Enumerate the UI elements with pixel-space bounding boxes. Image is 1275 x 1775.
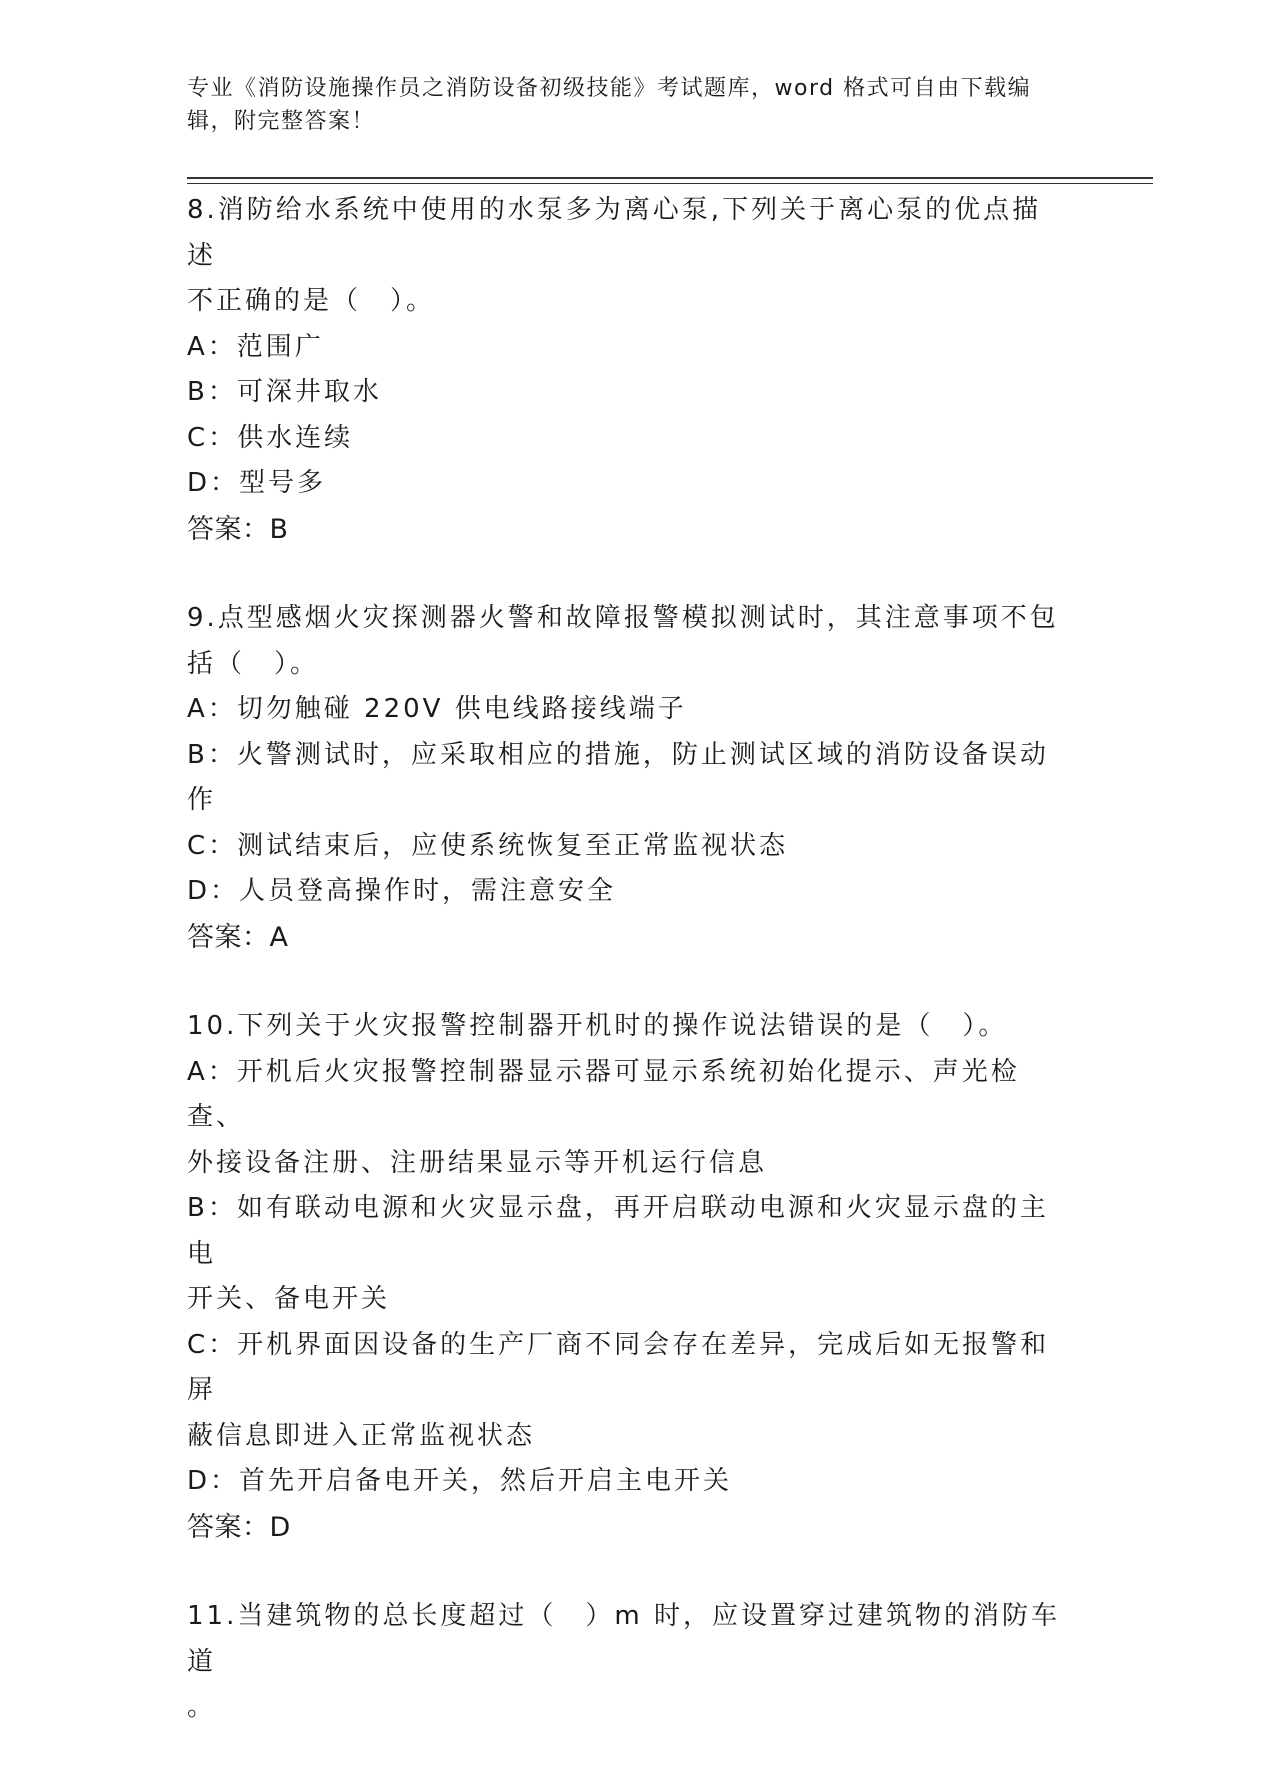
option-c-continued: 蔽信息即进入正常监视状态: [187, 1420, 536, 1451]
option-a-continued: 外接设备注册、注册结果显示等开机运行信息: [187, 1147, 768, 1178]
answer-label: 答案：A: [187, 921, 289, 953]
option-d: D：首先开启备电开关，然后开启主电开关: [187, 1466, 733, 1496]
question-stem-line: 。: [187, 1692, 217, 1722]
option-b: B：火警测试时，应采取相应的措施，防止测试区域的消防设备误动作: [187, 739, 1049, 815]
question-list: [187, 188, 1067, 1775]
option-a: A：切勿触碰 220V 供电线路接线端子: [187, 694, 687, 724]
question-stem-line: 不正确的是（ ）。: [187, 286, 436, 316]
question-11: [187, 1594, 1067, 1731]
header-divider-thick: [187, 177, 1153, 179]
header-line-1: 专业《消防设施操作员之消防设备初级技能》考试题库，word 格式可自由下载编: [187, 76, 1032, 101]
document-header: [187, 72, 1067, 138]
header-divider-thin: [187, 183, 1153, 184]
answer-label: 答案：D: [187, 1511, 291, 1543]
option-b-continued: 开关、备电开关: [187, 1284, 391, 1314]
question-stem-line: 10.下列关于火灾报警控制器开机时的操作说法错误的是（ ）。: [187, 1011, 1008, 1041]
option-d: D：人员登高操作时，需注意安全: [187, 876, 617, 906]
option-c: C：测试结束后，应使系统恢复至正常监视状态: [187, 830, 789, 861]
option-b: B：可深井取水: [187, 377, 382, 407]
answer-label: 答案：B: [187, 513, 289, 545]
option-c: C：供水连续: [187, 422, 354, 453]
question-8: [187, 188, 1067, 552]
question-9: [187, 596, 1067, 960]
option-c: C：开机界面因设备的生产厂商不同会存在差异，完成后如无报警和屏: [187, 1329, 1050, 1405]
header-line-2: 辑，附完整答案！: [187, 109, 376, 134]
question-10: [187, 1004, 1067, 1550]
question-stem-line: 8.消防给水系统中使用的水泵多为离心泵,下列关于离心泵的优点描述: [187, 195, 1042, 271]
option-a: A：范围广: [187, 331, 324, 362]
option-b: B：如有联动电源和火灾显示盘，再开启联动电源和火灾显示盘的主电: [187, 1193, 1049, 1269]
question-stem-line: 11.当建筑物的总长度超过（ ）m 时，应设置穿过建筑物的消防车道: [187, 1601, 1060, 1677]
question-stem-line: 括（ ）。: [187, 648, 320, 679]
question-stem-line: 9.点型感烟火灾探测器火警和故障报警模拟测试时，其注意事项不包: [187, 603, 1059, 633]
option-a: A：开机后火灾报警控制器显示器可显示系统初始化提示、声光检查、: [187, 1056, 1020, 1132]
option-d: D：型号多: [187, 468, 327, 498]
